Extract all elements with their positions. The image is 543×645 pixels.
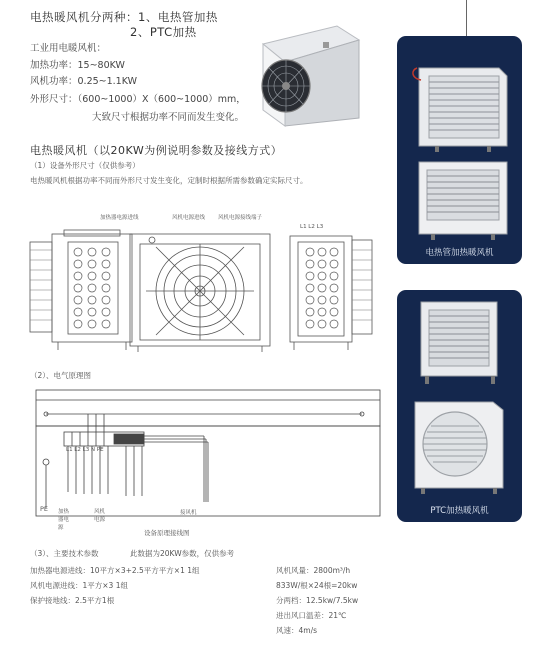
outline-description: 电热暖风机根据功率不同而外形尺寸发生变化，定制时根据所需参数确定实际尺寸。 (30, 176, 308, 185)
card-label-tube-heater: 电热管加热暖风机 (425, 248, 494, 258)
pe-label: PE (40, 505, 49, 513)
dimensions: 外形尺寸：（600~1000）X（600~1000）mm， (30, 94, 246, 105)
fan-power-label: 风机电源 (94, 509, 106, 523)
terminal-top-label: L1 L2 L3 (300, 224, 324, 230)
heading-line2: 2、PTC加热 (130, 25, 197, 39)
wiring-diagram (26, 384, 382, 526)
param-left-2: 风机电源进线：1平方×3 1组 (30, 581, 128, 590)
terminal-labels: L1 L2 L3 N PE (66, 447, 104, 453)
fan-power: 风机功率：0.25~1.1KW (30, 76, 138, 87)
ptc-heater-image (407, 298, 512, 498)
annot-heater-input: 加热器电源进线 (100, 215, 139, 221)
annot-fan-input: 风机电源进线 (172, 215, 206, 221)
outline-subtitle: （1）设备外形尺寸（仅供参考） (30, 161, 140, 170)
param-right-2: 833W/根×24根=20kw (276, 581, 358, 590)
product-card-tube-heater (397, 36, 522, 264)
schematic-subtitle: （2）、电气原理图 (30, 371, 92, 380)
section-heater-title: 电热暖风机（以20KW为例说明参数及接线方式） (30, 144, 283, 157)
tube-heater-image (407, 50, 512, 240)
annot-fan-terminal: 风机电源接线端子 (218, 215, 263, 221)
params-note: 此数据为20KW参数，仅供参考 (130, 549, 235, 558)
card-label-ptc-heater: PTC加热暖风机 (430, 506, 489, 516)
param-right-1: 风机风量：2800m³/h (276, 566, 351, 575)
heater-power-label: 加热器电源 (58, 509, 70, 531)
heater-product-image (255, 22, 365, 128)
fan-contact-label: 接风机 (180, 510, 197, 516)
param-right-3: 分两档：12.5kw/7.5kw (276, 596, 359, 605)
industrial-title: 工业用电暖风机： (30, 43, 107, 54)
outline-drawing (26, 224, 381, 356)
param-left-3: 保护接地线：2.5平方1根 (30, 596, 115, 605)
param-right-4: 进出风口温差：21℃ (276, 611, 347, 620)
heating-power: 加热功率：15~80KW (30, 60, 125, 71)
wiring-caption: 设备原理接线图 (144, 529, 190, 537)
size-note: 大致尺寸根据功率不同而发生变化。 (92, 112, 245, 123)
param-left-1: 加热器电源进线：10平方×3+2.5平方平方×1 1组 (30, 566, 200, 575)
heading-line1: 电热暖风机分两种：1、电热管加热 (30, 10, 218, 24)
product-card-ptc-heater (397, 290, 522, 522)
param-right-5: 风速：4m/s (276, 626, 318, 635)
params-title: （3）、主要技术参数 (30, 549, 99, 558)
